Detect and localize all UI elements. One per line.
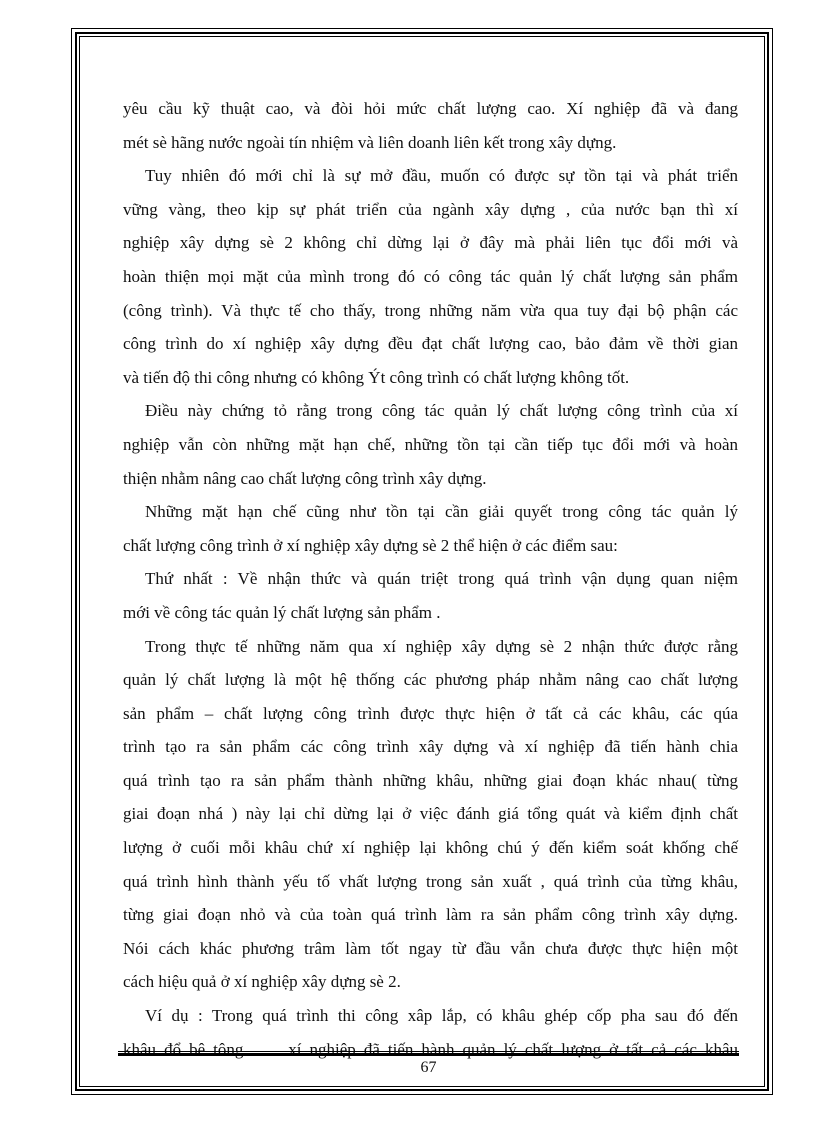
text-line: Trong thực tế những năm qua xí nghiệp xây dựng sè 2 nhận thức được rằng [145,636,738,656]
text-line: Những mặt hạn chế cũng như tồn tại cần giải quyết trong công tác quản lý [145,502,738,522]
text-line: từng giai đoạn nhỏ và của toàn quá trình làm ra sản phẩm công trình xây dựng. [123,905,738,925]
text-line: quá trình tạo ra sản phẩm thành những khâu, những giai đoạn khác nhau( từng [123,770,738,790]
text-line: mét sè hãng nước ngoài tín nhiệm và liên doanh liên kết trong xây dựng. [123,132,617,152]
text-line: vững vàng, theo kịp sự phát triển của ngành xây dựng , của nước bạn thì xí [123,199,738,219]
text-line: giai đoạn nhá ) này lại chỉ dừng lại ở việc đánh giá tổng quát và kiểm định chất [123,804,738,824]
text-line: hoàn thiện mọi mặt của mình trong đó có công tác quản lý chất lượng sản phẩm [123,266,738,286]
text-line: lượng ở cuối mỗi khâu chứ xí nghiệp lại không chú ý đến kiểm soát khống chế [123,838,738,858]
text-line: yêu cầu kỹ thuật cao, và đòi hỏi mức chất lượng cao. Xí nghiệp đã và đang [123,99,738,118]
text-line: nghiệp vẫn còn những mặt hạn chế, những tồn tại cần tiếp tục đổi mới và hoàn [123,434,738,454]
page-number: 67 [420,1059,437,1076]
text-line: (công trình). Và thực tế cho thấy, trong những năm vừa qua tuy đại bộ phận các [123,300,738,320]
text-line: công trình do xí nghiệp xây dựng đều đạt chất lượng cao, bảo đảm về thời gian [123,334,738,354]
text-line: Tuy nhiên đó mới chỉ là sự mở đầu, muốn có được sự tồn tại và phát triển [145,166,738,186]
text-line: mới về công tác quản lý chất lượng sản phẩm . [123,602,441,622]
text-line: cách hiệu quả ở xí nghiệp xây dựng sè 2. [123,972,401,992]
text-line: khâu đổ bê tông . . . xí nghiệp đã tiến hành quản lý chất lượng ở tất cả các khâu [123,1039,738,1059]
text-line: quản lý chất lượng là một hệ thống các phương pháp nhằm nâng cao chất lượng [123,670,738,690]
text-line: sản phẩm – chất lượng công trình được thực hiện ở tất cả các khâu, các qúa [123,703,738,723]
text-line: quá trình hình thành yếu tố vhất lượng trong sản xuất , quá trình của từng khâu, [123,871,738,891]
text-line: Thứ nhất : Về nhận thức và quán triệt trong quá trình vận dụng quan niệm [145,569,738,589]
text-line: thiện nhằm nâng cao chất lượng công trình xây dựng. [123,468,487,488]
text-line: Ví dụ : Trong quá trình thi công xâp lắp, có khâu ghép cốp pha sau đó đến [145,1006,738,1026]
text-line: Điều này chứng tỏ rằng trong công tác quản lý chất lượng công trình của xí [145,401,738,421]
text-line: nghiệp xây dựng sè 2 không chỉ dừng lại ở đây mà phải liên tục đổi mới và [123,233,738,253]
body-text [123,92,738,1066]
footer-rule [118,1051,739,1056]
text-line: chất lượng công trình ở xí nghiệp xây dựng sè 2 thể hiện ở các điểm sau: [123,535,618,555]
text-line: và tiến độ thi công nhưng có không Ýt công trình có chất lượng không tốt. [123,367,630,387]
text-line: trình tạo ra sản phẩm các công trình xây dựng và xí nghiệp đã tiến hành chia [123,737,738,757]
text-line: Nói cách khác phương trâm làm tốt ngay từ đầu vẫn chưa được thực hiện một [123,938,738,958]
